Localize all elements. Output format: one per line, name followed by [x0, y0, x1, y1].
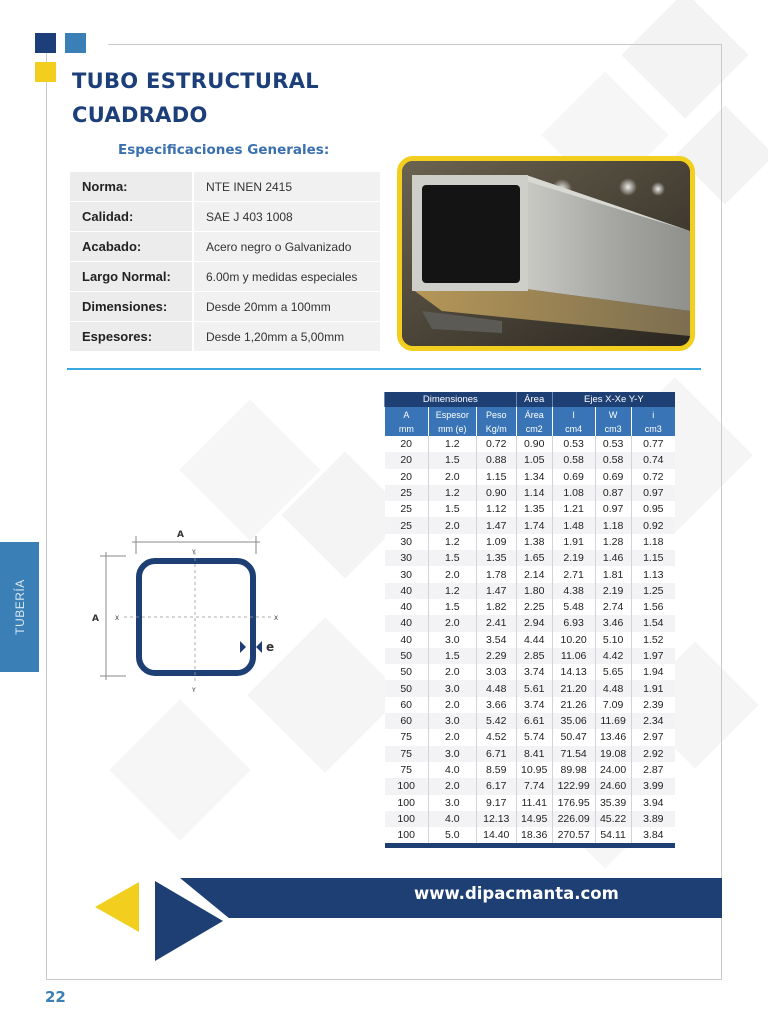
- table-cell: 5.42: [476, 713, 516, 729]
- table-row: [385, 648, 676, 664]
- table-cell: 1.35: [516, 501, 552, 517]
- table-cell: 2.92: [631, 746, 675, 762]
- table-cell: 5.74: [516, 729, 552, 745]
- table-cell: 25: [385, 517, 429, 533]
- col-unit: cm2: [516, 422, 552, 436]
- table-cell: 0.69: [552, 469, 595, 485]
- table-cell: 4.38: [552, 583, 595, 599]
- table-cell: 0.58: [552, 452, 595, 468]
- website-link[interactable]: www.dipacmanta.com: [414, 884, 619, 903]
- table-cell: 1.2: [428, 534, 476, 550]
- table-cell: 100: [385, 795, 429, 811]
- page-number: 22: [45, 988, 66, 1006]
- table-row: [385, 469, 676, 485]
- table-cell: 6.93: [552, 615, 595, 631]
- spec-value: Desde 1,20mm a 5,00mm: [194, 322, 380, 352]
- table-cell: 1.52: [631, 632, 675, 648]
- table-cell: 35.06: [552, 713, 595, 729]
- spec-row-largo: [70, 262, 380, 292]
- page-frame-top-line: [108, 44, 722, 45]
- col-header-area: Área: [516, 407, 552, 422]
- table-cell: 5.10: [595, 632, 631, 648]
- table-cell: 6.71: [476, 746, 516, 762]
- table-cell: 0.88: [476, 452, 516, 468]
- table-cell: 2.94: [516, 615, 552, 631]
- table-cell: 30: [385, 534, 429, 550]
- cross-section-diagram: [86, 524, 286, 696]
- table-cell: 14.40: [476, 827, 516, 843]
- table-cell: 50: [385, 680, 429, 696]
- table-cell: 0.87: [595, 485, 631, 501]
- table-cell: 1.2: [428, 583, 476, 599]
- label-a-top: A: [177, 530, 184, 540]
- table-cell: 0.90: [476, 485, 516, 501]
- table-cell: 1.47: [476, 517, 516, 533]
- spec-label: Acabado:: [70, 232, 192, 262]
- table-cell: 0.92: [631, 517, 675, 533]
- table-cell: 7.09: [595, 697, 631, 713]
- decor-square-navy: [35, 33, 56, 53]
- table-row: [385, 762, 676, 778]
- table-cell: 1.28: [595, 534, 631, 550]
- table-cell: 1.91: [631, 680, 675, 696]
- table-cell: 2.97: [631, 729, 675, 745]
- table-cell: 0.74: [631, 452, 675, 468]
- table-cell: 2.39: [631, 697, 675, 713]
- table-cell: 3.0: [428, 632, 476, 648]
- table-cell: 0.53: [552, 436, 595, 452]
- col-unit: Kg/m: [476, 422, 516, 436]
- table-cell: 1.5: [428, 501, 476, 517]
- table-cell: 1.18: [631, 534, 675, 550]
- table-cell: 1.97: [631, 648, 675, 664]
- col-header-i-radius: i: [631, 407, 675, 422]
- table-cell: 11.06: [552, 648, 595, 664]
- table-cell: 1.78: [476, 566, 516, 582]
- col-unit: mm (e): [428, 422, 476, 436]
- table-cell: 71.54: [552, 746, 595, 762]
- table-cell: 0.97: [595, 501, 631, 517]
- table-cell: 100: [385, 811, 429, 827]
- table-row: [385, 713, 676, 729]
- table-cell: 0.72: [476, 436, 516, 452]
- table-cell: 25: [385, 501, 429, 517]
- table-cell: 3.89: [631, 811, 675, 827]
- table-cell: 1.25: [631, 583, 675, 599]
- table-cell: 100: [385, 827, 429, 843]
- table-cell: 1.2: [428, 485, 476, 501]
- table-cell: 75: [385, 746, 429, 762]
- table-cell: 3.74: [516, 664, 552, 680]
- table-row: [385, 583, 676, 599]
- table-cell: 14.95: [516, 811, 552, 827]
- table-cell: 75: [385, 729, 429, 745]
- spec-value: SAE J 403 1008: [194, 202, 380, 232]
- table-units-row: [385, 422, 676, 436]
- table-cell: 1.15: [631, 550, 675, 566]
- table-cell: 54.11: [595, 827, 631, 843]
- table-cell: 6.17: [476, 778, 516, 794]
- table-cell: 40: [385, 583, 429, 599]
- label-y-bottom: Y: [192, 687, 196, 694]
- decor-square-blue: [65, 33, 86, 53]
- table-cell: 2.0: [428, 778, 476, 794]
- table-cell: 0.95: [631, 501, 675, 517]
- table-cell: 40: [385, 632, 429, 648]
- spec-label: Calidad:: [70, 202, 192, 232]
- label-y-top: Y: [192, 549, 196, 556]
- col-unit: cm4: [552, 422, 595, 436]
- table-cell: 24.00: [595, 762, 631, 778]
- table-cell: 4.48: [595, 680, 631, 696]
- table-cell: 2.71: [552, 566, 595, 582]
- table-row: [385, 697, 676, 713]
- table-cell: 10.20: [552, 632, 595, 648]
- table-cell: 3.0: [428, 795, 476, 811]
- table-cell: 2.0: [428, 566, 476, 582]
- table-cell: 20: [385, 469, 429, 485]
- page-title-line1: TUBO ESTRUCTURAL: [72, 69, 319, 93]
- table-cell: 1.80: [516, 583, 552, 599]
- spec-value: 6.00m y medidas especiales: [194, 262, 380, 292]
- table-cell: 0.58: [595, 452, 631, 468]
- table-row: [385, 566, 676, 582]
- table-cell: 2.25: [516, 599, 552, 615]
- page-title: [72, 64, 392, 132]
- table-cell: 1.48: [552, 517, 595, 533]
- table-cell: 3.54: [476, 632, 516, 648]
- spec-value: Acero negro o Galvanizado: [194, 232, 380, 262]
- table-cell: 2.34: [631, 713, 675, 729]
- table-cell: 3.74: [516, 697, 552, 713]
- table-cell: 3.66: [476, 697, 516, 713]
- spec-value: NTE INEN 2415: [194, 172, 380, 202]
- square-tube-section-svg: [86, 524, 286, 696]
- table-cell: 50.47: [552, 729, 595, 745]
- specs-heading: Especificaciones Generales:: [118, 142, 330, 158]
- table-row: [385, 452, 676, 468]
- table-cell: 25: [385, 485, 429, 501]
- table-cell: 2.74: [595, 599, 631, 615]
- specs-table: [70, 172, 380, 352]
- table-cell: 2.0: [428, 729, 476, 745]
- table-cell: 270.57: [552, 827, 595, 843]
- section-divider: [67, 368, 701, 370]
- table-cell: 2.0: [428, 697, 476, 713]
- table-body: [385, 436, 676, 843]
- table-column-header-row: [385, 407, 676, 422]
- table-cell: 2.0: [428, 517, 476, 533]
- table-cell: 60: [385, 713, 429, 729]
- table-cell: 3.0: [428, 713, 476, 729]
- group-header-ejes: Ejes X-Xe Y-Y: [552, 392, 675, 407]
- table-cell: 2.19: [552, 550, 595, 566]
- table-cell: 1.13: [631, 566, 675, 582]
- label-a-left: A: [92, 614, 99, 624]
- table-cell: 3.46: [595, 615, 631, 631]
- table-cell: 24.60: [595, 778, 631, 794]
- spec-row-calidad: [70, 202, 380, 232]
- table-cell: 0.77: [631, 436, 675, 452]
- table-cell: 11.41: [516, 795, 552, 811]
- product-photo: [397, 156, 695, 351]
- footer-triangle-navy: [155, 881, 223, 961]
- table-cell: 3.03: [476, 664, 516, 680]
- square-tube-photo-illustration: [402, 161, 690, 346]
- table-cell: 4.0: [428, 762, 476, 778]
- label-x-left: X: [115, 615, 120, 622]
- table-cell: 1.65: [516, 550, 552, 566]
- table-cell: 50: [385, 648, 429, 664]
- table-cell: 1.35: [476, 550, 516, 566]
- table-footer-cell: [385, 843, 676, 848]
- table-cell: 3.84: [631, 827, 675, 843]
- table-cell: 1.14: [516, 485, 552, 501]
- group-header-dimensiones: Dimensiones: [385, 392, 517, 407]
- table-cell: 4.52: [476, 729, 516, 745]
- table-cell: 11.69: [595, 713, 631, 729]
- table-cell: 2.14: [516, 566, 552, 582]
- table-cell: 1.05: [516, 452, 552, 468]
- table-cell: 2.0: [428, 469, 476, 485]
- table-cell: 1.18: [595, 517, 631, 533]
- table-row: [385, 599, 676, 615]
- table-cell: 9.17: [476, 795, 516, 811]
- table-cell: 2.0: [428, 664, 476, 680]
- table-cell: 10.95: [516, 762, 552, 778]
- table-cell: 6.61: [516, 713, 552, 729]
- table-cell: 1.08: [552, 485, 595, 501]
- spec-label: Largo Normal:: [70, 262, 192, 292]
- table-cell: 4.0: [428, 811, 476, 827]
- table-cell: 5.61: [516, 680, 552, 696]
- table-row: [385, 680, 676, 696]
- table-row: [385, 664, 676, 680]
- table-cell: 60: [385, 697, 429, 713]
- table-cell: 2.87: [631, 762, 675, 778]
- table-cell: 20: [385, 436, 429, 452]
- table-cell: 226.09: [552, 811, 595, 827]
- table-cell: 3.0: [428, 680, 476, 696]
- col-header-peso: Peso: [476, 407, 516, 422]
- table-cell: 1.82: [476, 599, 516, 615]
- table-cell: 4.44: [516, 632, 552, 648]
- table-row: [385, 517, 676, 533]
- table-cell: 7.74: [516, 778, 552, 794]
- table-cell: 18.36: [516, 827, 552, 843]
- table-cell: 4.48: [476, 680, 516, 696]
- table-row: [385, 778, 676, 794]
- table-cell: 1.46: [595, 550, 631, 566]
- table-cell: 1.5: [428, 599, 476, 615]
- table-cell: 20: [385, 452, 429, 468]
- table-cell: 1.5: [428, 648, 476, 664]
- table-cell: 1.74: [516, 517, 552, 533]
- table-cell: 0.72: [631, 469, 675, 485]
- table-cell: 1.34: [516, 469, 552, 485]
- footer-triangle-yellow: [95, 882, 139, 932]
- table-cell: 12.13: [476, 811, 516, 827]
- table-cell: 40: [385, 615, 429, 631]
- table-row: [385, 485, 676, 501]
- side-tab-label: TUBERÍA: [12, 579, 27, 635]
- table-cell: 1.94: [631, 664, 675, 680]
- table-cell: 1.38: [516, 534, 552, 550]
- table-cell: 1.12: [476, 501, 516, 517]
- table-cell: 2.0: [428, 615, 476, 631]
- table-row: [385, 811, 676, 827]
- table-cell: 1.21: [552, 501, 595, 517]
- table-cell: 30: [385, 566, 429, 582]
- spec-value: Desde 20mm a 100mm: [194, 292, 380, 322]
- col-unit: cm3: [631, 422, 675, 436]
- table-cell: 1.2: [428, 436, 476, 452]
- col-header-espesor: Espesor: [428, 407, 476, 422]
- table-row: [385, 827, 676, 843]
- table-cell: 5.65: [595, 664, 631, 680]
- table-cell: 1.09: [476, 534, 516, 550]
- table-row: [385, 501, 676, 517]
- table-cell: 1.47: [476, 583, 516, 599]
- table-cell: 100: [385, 778, 429, 794]
- dimensions-table: [384, 392, 675, 848]
- table-cell: 1.5: [428, 550, 476, 566]
- table-cell: 122.99: [552, 778, 595, 794]
- table-cell: 40: [385, 599, 429, 615]
- table-cell: 5.48: [552, 599, 595, 615]
- table-cell: 30: [385, 550, 429, 566]
- spec-row-dimensiones: [70, 292, 380, 322]
- table-cell: 176.95: [552, 795, 595, 811]
- table-row: [385, 534, 676, 550]
- col-unit: mm: [385, 422, 429, 436]
- table-cell: 0.90: [516, 436, 552, 452]
- spec-label: Espesores:: [70, 322, 192, 352]
- table-cell: 35.39: [595, 795, 631, 811]
- table-cell: 1.56: [631, 599, 675, 615]
- table-cell: 19.08: [595, 746, 631, 762]
- table-cell: 1.54: [631, 615, 675, 631]
- spec-label: Dimensiones:: [70, 292, 192, 322]
- spec-row-acabado: [70, 232, 380, 262]
- table-row: [385, 746, 676, 762]
- table-footer-bar: [385, 843, 676, 848]
- table-cell: 1.91: [552, 534, 595, 550]
- table-cell: 2.19: [595, 583, 631, 599]
- group-header-area: Área: [516, 392, 552, 407]
- table-cell: 2.41: [476, 615, 516, 631]
- table-row: [385, 795, 676, 811]
- table-cell: 14.13: [552, 664, 595, 680]
- table-row: [385, 550, 676, 566]
- col-header-w: W: [595, 407, 631, 422]
- table-cell: 75: [385, 762, 429, 778]
- table-row: [385, 632, 676, 648]
- page-title-line2: CUADRADO: [72, 103, 208, 127]
- table-cell: 1.5: [428, 452, 476, 468]
- table-cell: 8.59: [476, 762, 516, 778]
- table-cell: 0.97: [631, 485, 675, 501]
- table-cell: 8.41: [516, 746, 552, 762]
- table-cell: 21.20: [552, 680, 595, 696]
- section-side-tab: [0, 542, 39, 672]
- table-cell: 3.99: [631, 778, 675, 794]
- col-unit: cm3: [595, 422, 631, 436]
- table-cell: 4.42: [595, 648, 631, 664]
- label-x-right: X: [274, 615, 279, 622]
- table-cell: 3.0: [428, 746, 476, 762]
- spec-row-norma: [70, 172, 380, 202]
- table-cell: 5.0: [428, 827, 476, 843]
- label-e: e: [266, 640, 275, 654]
- table-cell: 50: [385, 664, 429, 680]
- decor-square-yellow: [35, 62, 56, 82]
- table-cell: 21.26: [552, 697, 595, 713]
- table-cell: 0.53: [595, 436, 631, 452]
- spec-row-espesores: [70, 322, 380, 352]
- col-header-i: I: [552, 407, 595, 422]
- table-cell: 2.29: [476, 648, 516, 664]
- table-cell: 45.22: [595, 811, 631, 827]
- table-cell: 0.69: [595, 469, 631, 485]
- table-row: [385, 729, 676, 745]
- table-cell: 1.15: [476, 469, 516, 485]
- spec-label: Norma:: [70, 172, 192, 202]
- table-cell: 1.81: [595, 566, 631, 582]
- col-header-a: A: [385, 407, 429, 422]
- table-cell: 13.46: [595, 729, 631, 745]
- table-group-header-row: [385, 392, 676, 407]
- table-row: [385, 436, 676, 452]
- table-cell: 2.85: [516, 648, 552, 664]
- table-cell: 3.94: [631, 795, 675, 811]
- table-row: [385, 615, 676, 631]
- table-cell: 89.98: [552, 762, 595, 778]
